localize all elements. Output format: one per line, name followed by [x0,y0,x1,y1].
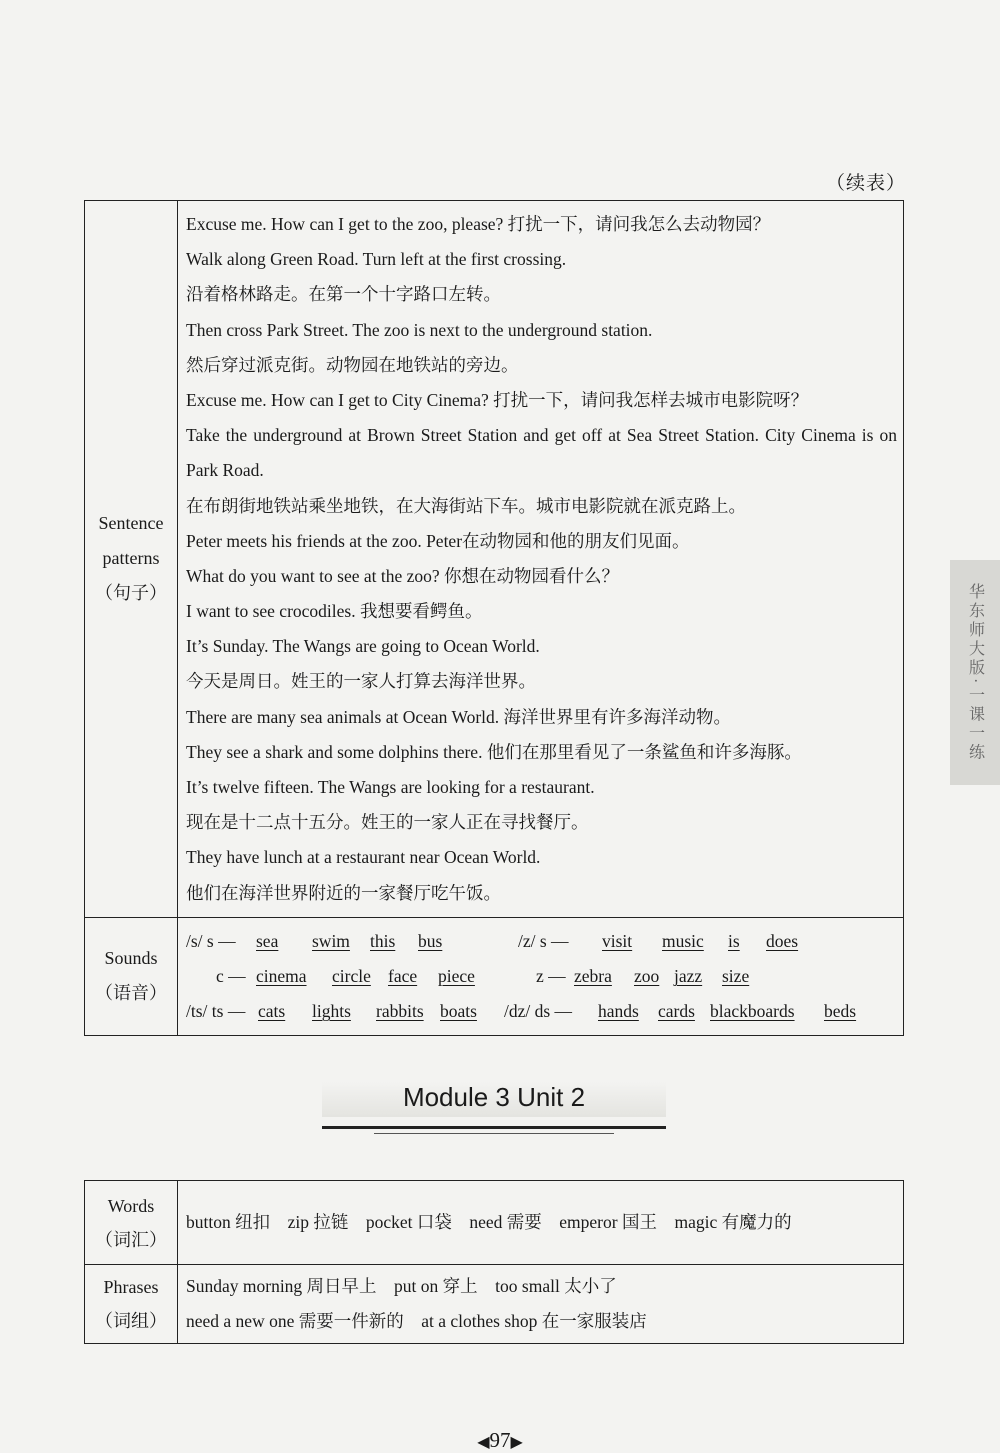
sound-word: beds [824,1000,857,1021]
left-arrow-icon: ◀ [477,1434,490,1451]
sound-word: jazz [674,965,703,986]
sentence-line: I want to see crocodiles. 我想要看鳄鱼。 [186,601,483,622]
phrases-body-cell [178,1265,904,1344]
sound-word: cards [658,1000,695,1021]
head-line: （词组） [95,1311,167,1332]
sounds-body-cell [178,917,904,1035]
sentence-line: What do you want to see at the zoo? 你想在动物园看什么？ [186,565,620,586]
title-underline [322,1126,666,1129]
sentence-line: Take the underground at Brown Street Station and get off at Sea Street Station. City Cinema is on Park Road. [186,425,897,481]
head-line: Phrases [103,1277,159,1298]
sounds-line [186,924,903,959]
sentence-line: Peter meets his friends at the zoo. Peter在动物园和他的朋友们见面。 [186,530,690,551]
sound-word: boats [440,1000,477,1021]
sound-word: is [728,930,740,951]
phoneme-label: /s/ s — [186,930,236,951]
sound-word: piece [438,965,475,986]
words-head-cell [85,1181,178,1265]
head-line: （语音） [95,983,167,1004]
phoneme-label: c — [216,965,246,986]
sounds-row [85,917,904,1035]
sentence-line: They have lunch at a restaurant near Ocean World. [186,847,541,868]
phoneme-label: z — [536,965,566,986]
title-underline-thin [374,1133,614,1134]
vocab-table [84,1180,904,1344]
head-line: （词汇） [95,1229,167,1250]
module-title: Module 3 Unit 2 [322,1082,666,1117]
sentence-row [85,201,904,918]
words-body-cell [178,1181,904,1265]
sentence-line: Then cross Park Street. The zoo is next to the underground station. [186,319,653,340]
sounds-head-cell [85,917,178,1035]
sentence-line: There are many sea animals at Ocean World. 海洋世界里有许多海洋动物。 [186,706,732,727]
sentence-line: 沿着格林路走。在第一个十字路口左转。 [186,284,501,305]
sound-word: zoo [634,965,660,986]
sound-word: swim [312,930,350,951]
sentence-line: 在布朗街地铁站乘坐地铁，在大海街站下车。城市电影院就在派克路上。 [186,495,746,516]
sentence-table [84,200,904,1036]
phrases-head-cell [85,1265,178,1344]
sentence-line: It’s Sunday. The Wangs are going to Ocean World. [186,636,540,657]
sentence-line: It’s twelve fifteen. The Wangs are looking for a restaurant. [186,777,595,798]
sound-word: cinema [256,965,307,986]
sentence-line: 他们在海洋世界附近的一家餐厅吃午饭。 [186,882,501,903]
sentence-line: Walk along Green Road. Turn left at the first crossing. [186,249,567,270]
sound-word: face [388,965,418,986]
sentence-line: They see a shark and some dolphins there. 他们在那里看见了一条鲨鱼和许多海豚。 [186,741,802,762]
phoneme-label: /z/ s — [518,930,569,951]
sound-word: cats [258,1000,286,1021]
sentence-head-cell [85,201,178,918]
sound-word: visit [602,930,633,951]
sound-word: blackboards [710,1000,795,1021]
sound-word: lights [312,1000,351,1021]
phrases-row [85,1265,904,1344]
head-line: Sentence [98,513,164,534]
sound-word: sea [256,930,279,951]
words-row [85,1181,904,1265]
sentence-body-cell [178,201,904,918]
sound-word: music [662,930,704,951]
sentence-line: 然后穿过派克街。动物园在地铁站的旁边。 [186,354,519,375]
phrases-line: Sunday morning 周日早上 put on 穿上 too small 太小了 [186,1276,617,1296]
phoneme-label: /dz/ ds — [504,1000,573,1021]
page-number [0,1428,1000,1453]
words-line: button 纽扣 zip 拉链 pocket 口袋 need 需要 emperor 国王 magic 有魔力的 [186,1211,792,1232]
sound-word: does [766,930,799,951]
sound-word: circle [332,965,371,986]
sounds-line [186,994,903,1029]
head-line: Words [107,1195,155,1216]
sound-word: size [722,965,750,986]
continued-label: （续表） [825,173,906,194]
sentence-line: 今天是周日。姓王的一家人打算去海洋世界。 [186,671,536,692]
side-tab: 华东师大版·一课一练 [950,560,1000,785]
phrases-line: need a new one 需要一件新的 at a clothes shop 在一家服装店 [186,1311,647,1332]
head-line: Sounds [104,948,158,969]
sentence-line: 现在是十二点十五分。姓王的一家人正在寻找餐厅。 [186,812,589,833]
sound-word: zebra [574,965,612,986]
sound-word: bus [418,930,443,951]
phoneme-label: /ts/ ts — [186,1000,246,1021]
sound-word: hands [598,1000,639,1021]
right-arrow-icon: ▶ [510,1434,523,1451]
page-number-text: 97 [489,1428,511,1452]
sentence-line: Excuse me. How can I get to the zoo, please? 打扰一下，请问我怎么去动物园？ [186,214,771,234]
head-line: （句子） [95,583,167,604]
sounds-line [186,959,903,994]
sound-word: rabbits [376,1000,424,1021]
sentence-line: Excuse me. How can I get to City Cinema? 打扰一下，请问我怎样去城市电影院呀？ [186,389,809,410]
head-line: patterns [102,548,160,569]
sound-word: this [370,930,396,951]
